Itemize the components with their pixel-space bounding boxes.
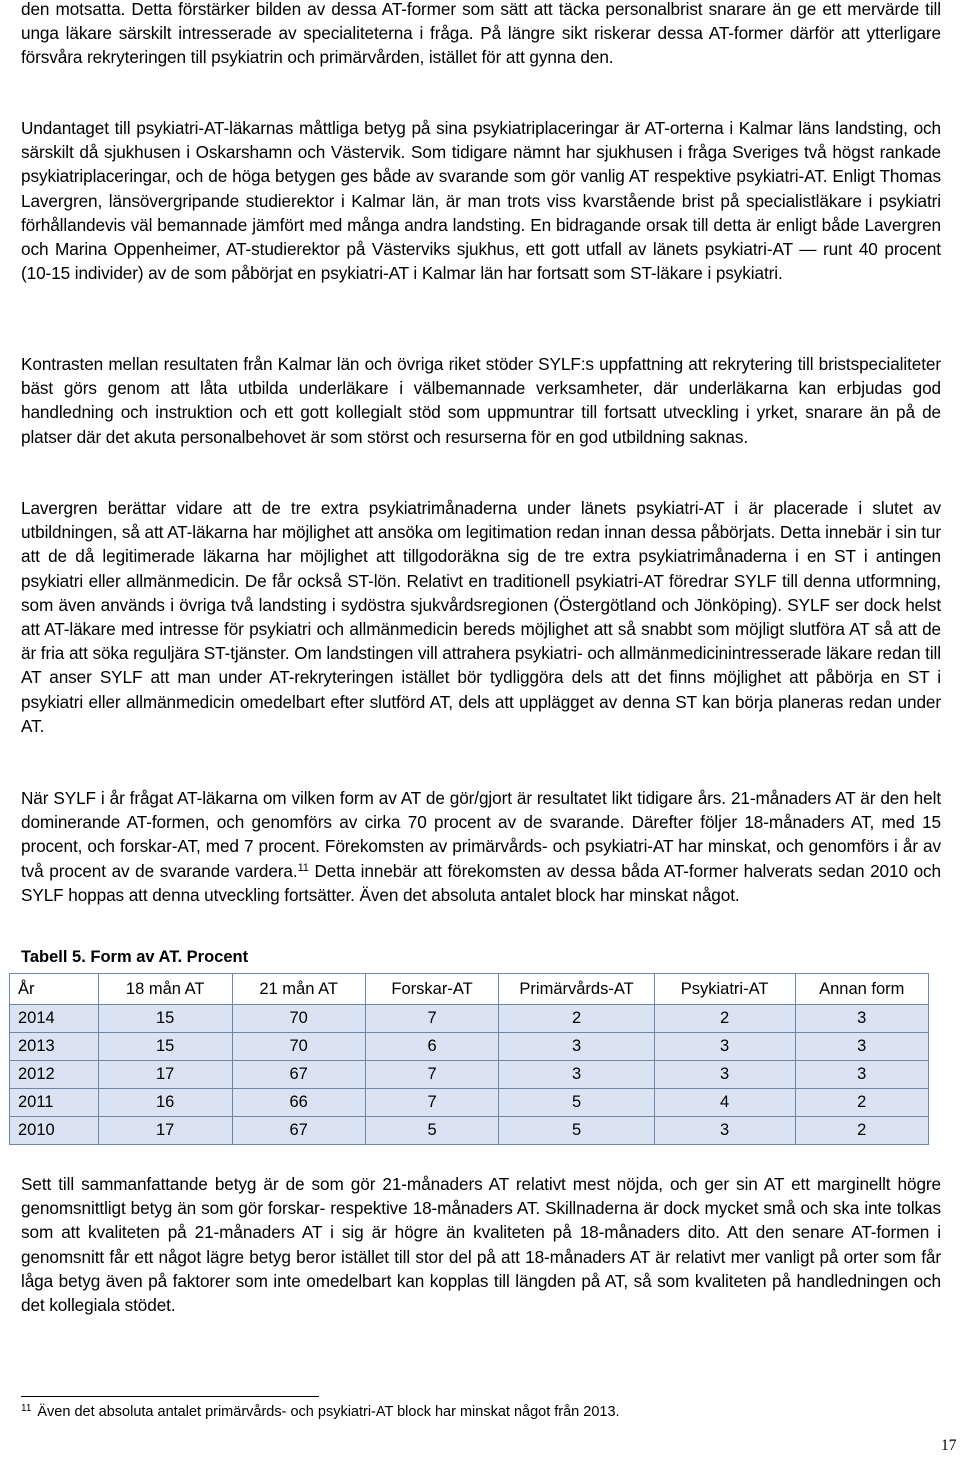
table-cell: 3	[795, 1061, 929, 1089]
paragraph-at-forms-part1: När SYLF i år frågat AT-läkarna om vilken form av AT de gör/gjort är resultatet likt tidigare års. 21-månaders AT är den helt dominerande AT-formen, och genomförs av cirka 70 procent av de svarande. Därefter följer 18-månaders AT, med 15 procent, och forskar-AT, med 7 procent. Förekomsten av primärvårds- och psykiatri-AT har minskat, och genomförs i år av två procent av de svarande vardera.	[21, 788, 941, 881]
table-cell-year: 2012	[10, 1061, 99, 1089]
paragraph-intro: den motsatta. Detta förstärker bilden av dessa AT-former som sätt att täcka personalbrist snarare än ge ett mervärde till unga läkare särskilt intresserade av specialiteterna i fråga. På längre sikt riskerar dessa AT-former därför att ytterligare försvåra rekryteringen till psykiatrin och primärvården, istället för att gynna den.	[21, 0, 941, 68]
table-cell: 70	[232, 1033, 365, 1061]
table-cell: 4	[654, 1089, 795, 1117]
table-header-cell: Annan form	[795, 974, 929, 1005]
paragraph-at-forms-part2: Detta innebär att förekomsten av dessa båda AT-former halverats sedan 2010 och SYLF hoppas att denna utveckling fortsätter. Även det absoluta antalet block har minskat något.	[21, 860, 941, 905]
table-cell: 66	[232, 1089, 365, 1117]
table-cell: 7	[365, 1005, 499, 1033]
footnote-reference[interactable]: 11	[297, 861, 309, 874]
table-cell-year: 2013	[10, 1033, 99, 1061]
paragraph-lavergren: Lavergren berättar vidare att de tre extra psykiatrimånaderna under länets psykiatri-AT i är placerade i slutet av utbildningen, så att AT-läkarna har möjlighet att ansöka om legitimation redan innan dessa påbörjats. Detta innebär i sin tur att de då legitimerade läkarna har möjlighet att tillgodoräkna sig de tre extra psykiatrimånaderna i en ST i antingen psykiatri eller allmänmedicin. De får också ST-lön. Relativt en traditionell psykiatri-AT föredrar SYLF till denna utformning, som även används i övriga två landsting i sydöstra sjukvårdsregionen (Östergötland och Jönköping). SYLF ser dock helst att AT-läkare med intresse för psykiatri och allmänmedicin bereds möjlighet att så snabbt som möjligt slutföra AT så att de är fria att söka reguljära ST-tjänster. Om landstingen vill attrahera psykiatri- och allmänmedicinintresserade läkare redan till AT anser SYLF att man under AT-rekryteringen istället bör tydliggöra dels att det finns möjlighet att påbörja en ST i psykiatri eller allmänmedicin omedelbart efter slutförd AT, dels att upplägget av denna ST kan börja planeras redan under AT.	[21, 498, 941, 736]
table-cell: 3	[795, 1005, 929, 1033]
table-cell: 5	[365, 1117, 499, 1145]
table-cell: 15	[98, 1033, 232, 1061]
table-cell: 2	[795, 1117, 929, 1145]
footnote-mark: 11	[21, 1403, 32, 1414]
table-cell: 2	[795, 1089, 929, 1117]
table-cell: 7	[365, 1061, 499, 1089]
table-cell: 5	[499, 1117, 654, 1145]
paragraph-kalmar-exception: Undantaget till psykiatri-AT-läkarnas måttliga betyg på sina psykiatriplaceringar är AT-orterna i Kalmar läns landsting, och särskilt då sjukhusen i Oskarshamn och Västervik. Som tidigare nämnt har sjukhusen i fråga Sveriges två högst rankade psykiatriplaceringar, och de höga betygen ges både av svarande som gör vanlig AT respektive psykiatri-AT. Enligt Thomas Lavergren, länsövergripande studierektor i Kalmar län, är man trots viss kvarstående brist på specialistläkare i psykiatri förhållandevis väl bemannade jämfört med många andra landsting. En bidragande orsak till detta är enligt både Lavergren och Marina Oppenheimer, AT-studierektor på Västerviks sjukhus, ett gott utfall av länets psykiatri-AT — runt 40 procent (10-15 individer) av de som påbörjat en psykiatri-AT i Kalmar län har fortsatt som ST-läkare i psykiatri.	[21, 118, 941, 284]
table-cell: 6	[365, 1033, 499, 1061]
table-row	[10, 1117, 929, 1145]
at-form-table	[9, 973, 929, 1145]
table-cell: 5	[499, 1089, 654, 1117]
table-header-cell: 21 mån AT	[232, 974, 365, 1005]
table-row	[10, 1089, 929, 1117]
table-header-cell: Psykiatri-AT	[654, 974, 795, 1005]
table-cell: 70	[232, 1005, 365, 1033]
table-cell-year: 2010	[10, 1117, 99, 1145]
table-cell: 3	[654, 1061, 795, 1089]
table-cell: 67	[232, 1061, 365, 1089]
table-row	[10, 1005, 929, 1033]
footnote-text: Även det absoluta antalet primärvårds- och psykiatri-AT block har minskat något från 2013.	[37, 1404, 620, 1420]
table-cell: 3	[795, 1033, 929, 1061]
paragraph-contrast: Kontrasten mellan resultaten från Kalmar län och övriga riket stöder SYLF:s uppfattning att rekrytering till bristspecialiteter bäst görs genom att låta utbilda underläkare i välbemannade verksamheter, där underläkarna kan erbjudas god handledning och instruktion och ett gott kollegialt stöd som uppmuntrar till fortsatt utveckling i yrket, snarare än på de platser där det akuta personalbehovet är som störst och resurserna för en god utbildning saknas.	[21, 354, 941, 447]
table-header-cell: Forskar-AT	[365, 974, 499, 1005]
table-cell: 7	[365, 1089, 499, 1117]
table-cell: 2	[654, 1005, 795, 1033]
table-header-row	[10, 974, 929, 1005]
table-cell: 17	[98, 1061, 232, 1089]
table-cell: 3	[654, 1033, 795, 1061]
footnote-divider	[21, 1396, 319, 1397]
table-cell: 3	[499, 1061, 654, 1089]
table-cell-year: 2011	[10, 1089, 99, 1117]
table-header-cell: 18 mån AT	[98, 974, 232, 1005]
table-cell: 16	[98, 1089, 232, 1117]
table-cell: 67	[232, 1117, 365, 1145]
paragraph-at-forms	[21, 786, 941, 907]
table-caption: Tabell 5. Form av AT. Procent	[21, 948, 249, 966]
table-cell: 15	[98, 1005, 232, 1033]
table-cell: 3	[499, 1033, 654, 1061]
table-header-cell: Primärvårds-AT	[499, 974, 654, 1005]
table-cell-year: 2014	[10, 1005, 99, 1033]
table-cell: 3	[654, 1117, 795, 1145]
table-row	[10, 1033, 929, 1061]
table-cell: 2	[499, 1005, 654, 1033]
page-number: 17	[941, 1437, 957, 1454]
footnote	[21, 1403, 620, 1420]
table-row	[10, 1061, 929, 1089]
table-cell: 17	[98, 1117, 232, 1145]
paragraph-summary-ratings: Sett till sammanfattande betyg är de som gör 21-månaders AT relativt mest nöjda, och ger sin AT ett marginellt högre genomsnittligt betyg än som gör forskar- respektive 18-månaders AT. Skillnaderna är dock mycket små och ska inte tolkas som att kvaliteten på 21-månaders AT i sig är högre än kvaliteten på 18-månaders dito. Att den senare AT-formen i genomsnitt får ett något lägre betyg beror istället till stor del på att 18-månaders AT är relativt mer vanligt på orter som får låga betyg även på faktorer som inte omedelbart kan kopplas till längden på AT, så som kvaliteten på handledningen och det kollegiala stödet.	[21, 1174, 941, 1316]
table-header-cell: År	[10, 974, 99, 1005]
